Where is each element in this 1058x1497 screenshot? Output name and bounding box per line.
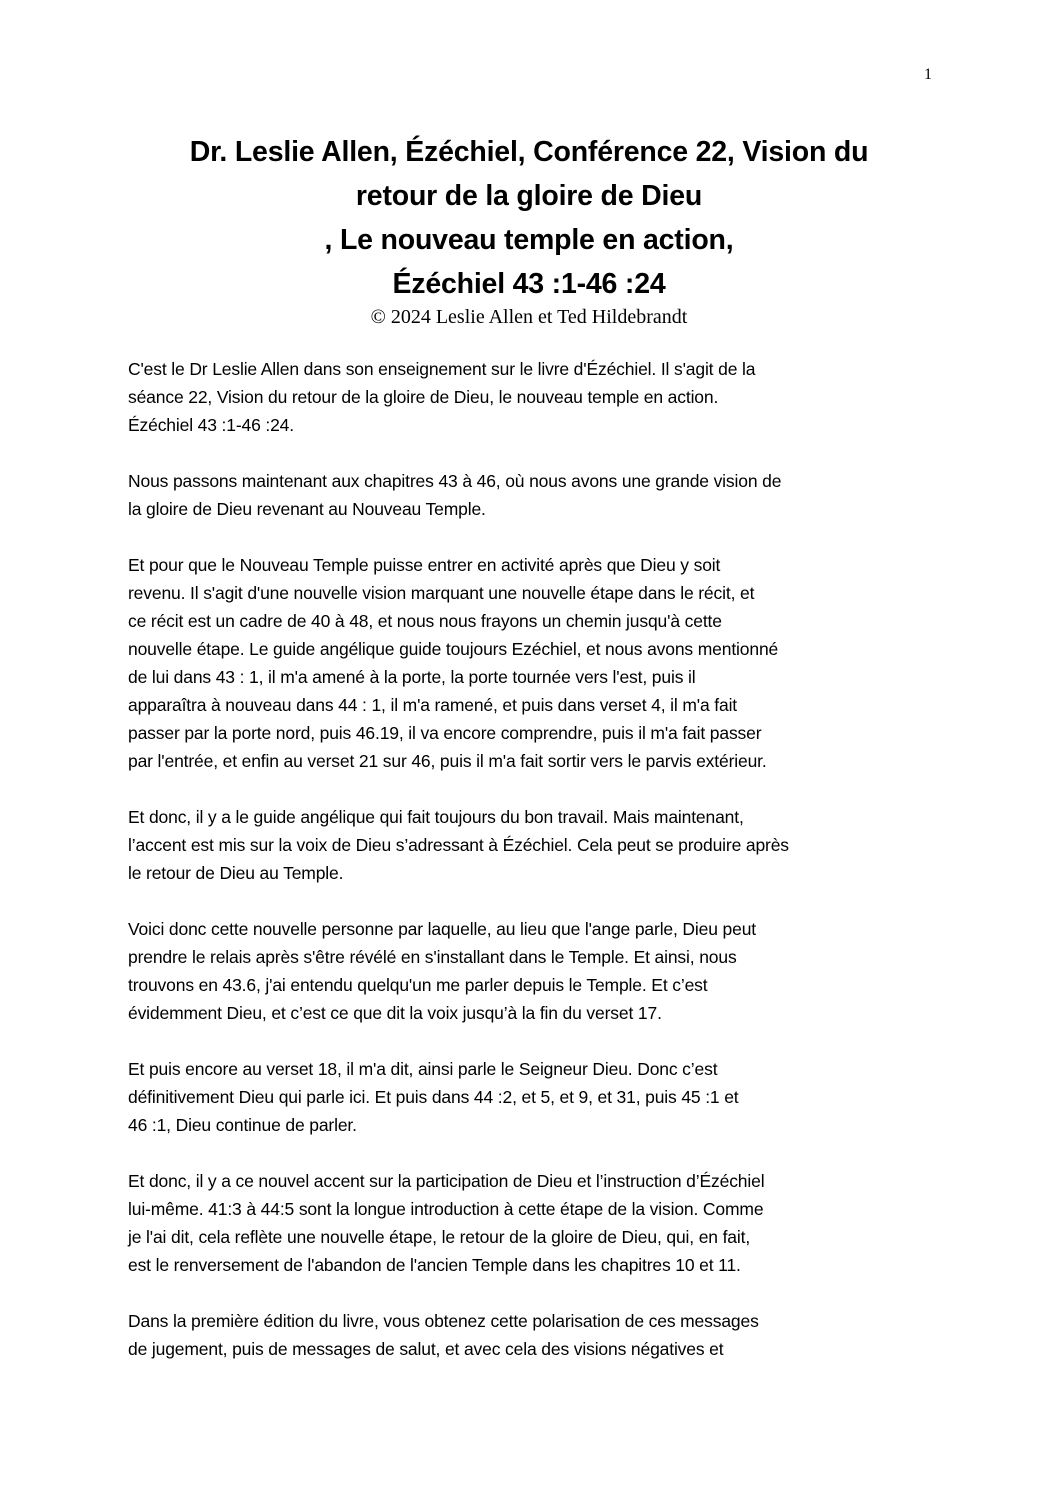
title-line: Dr. Leslie Allen, Ézéchiel, Conférence 22, Vision du — [189, 136, 869, 168]
paragraph-line: apparaîtra à nouveau dans 44 : 1, il m'a ramené, et puis dans verset 4, il m'a fait — [128, 695, 738, 715]
paragraph-line: nouvelle étape. Le guide angélique guide toujours Ezéchiel, et nous avons mentionné — [128, 639, 779, 659]
paragraph — [128, 915, 948, 1027]
paragraph-line: Dans la première édition du livre, vous obtenez cette polarisation de ces messages — [128, 1311, 759, 1331]
title-line: , Le nouveau temple en action, — [324, 224, 734, 256]
paragraph — [128, 803, 948, 887]
paragraph — [128, 551, 948, 775]
paragraph-line: l’accent est mis sur la voix de Dieu s’adressant à Ézéchiel. Cela peut se produire après — [128, 835, 789, 855]
paragraph — [128, 1307, 948, 1363]
paragraph-line: Et pour que le Nouveau Temple puisse entrer en activité après que Dieu y soit — [128, 555, 721, 575]
paragraph-line: Et puis encore au verset 18, il m'a dit, ainsi parle le Seigneur Dieu. Donc c’est — [128, 1059, 718, 1079]
paragraph-line: Ézéchiel 43 :1-46 :24. — [128, 415, 294, 435]
title-line: retour de la gloire de Dieu — [355, 180, 703, 212]
paragraph — [128, 1167, 948, 1279]
paragraph-line: Et donc, il y a le guide angélique qui fait toujours du bon travail. Mais maintenant, — [128, 807, 744, 827]
paragraph — [128, 1055, 948, 1139]
paragraph-line: Et donc, il y a ce nouvel accent sur la participation de Dieu et l’instruction d’Ézéchiel — [128, 1171, 765, 1191]
paragraph-line: 46 :1, Dieu continue de parler. — [128, 1115, 357, 1135]
page-number: 1 — [924, 66, 932, 83]
paragraph-line: prendre le relais après s'être révélé en s'installant dans le Temple. Et ainsi, nous — [128, 947, 737, 967]
paragraph-line: trouvons en 43.6, j'ai entendu quelqu'un me parler depuis le Temple. Et c’est — [128, 975, 708, 995]
body-text — [128, 355, 948, 1391]
document-title — [100, 130, 958, 330]
title-line: Ézéchiel 43 :1-46 :24 — [392, 268, 666, 300]
paragraph-line: de lui dans 43 : 1, il m'a amené à la porte, la porte tournée vers l'est, puis il — [128, 667, 696, 687]
paragraph-line: le retour de Dieu au Temple. — [128, 863, 344, 883]
paragraph-line: la gloire de Dieu revenant au Nouveau Temple. — [128, 499, 486, 519]
paragraph-line: séance 22, Vision du retour de la gloire de Dieu, le nouveau temple en action. — [128, 387, 719, 407]
paragraph — [128, 355, 948, 439]
paragraph-line: je l'ai dit, cela reflète une nouvelle étape, le retour de la gloire de Dieu, qui, en fait, — [128, 1227, 751, 1247]
paragraph — [128, 467, 948, 523]
paragraph-line: évidemment Dieu, et c’est ce que dit la voix jusqu’à la fin du verset 17. — [128, 1003, 662, 1023]
paragraph-line: Nous passons maintenant aux chapitres 43 à 46, où nous avons une grande vision de — [128, 471, 782, 491]
paragraph-line: revenu. Il s'agit d'une nouvelle vision marquant une nouvelle étape dans le récit, et — [128, 583, 755, 603]
paragraph-line: Voici donc cette nouvelle personne par laquelle, au lieu que l'ange parle, Dieu peut — [128, 919, 756, 939]
paragraph-line: lui-même. 41:3 à 44:5 sont la longue introduction à cette étape de la vision. Comme — [128, 1199, 764, 1219]
copyright-notice: © 2024 Leslie Allen et Ted Hildebrandt — [370, 306, 688, 328]
paragraph-line: C'est le Dr Leslie Allen dans son enseignement sur le livre d'Ézéchiel. Il s'agit de la — [128, 359, 756, 379]
paragraph-line: par l'entrée, et enfin au verset 21 sur 46, puis il m'a fait sortir vers le parvis extérieur. — [128, 751, 767, 771]
paragraph-line: est le renversement de l'abandon de l'ancien Temple dans les chapitres 10 et 11. — [128, 1255, 741, 1275]
paragraph-line: ce récit est un cadre de 40 à 48, et nous nous frayons un chemin jusqu'à cette — [128, 611, 722, 631]
paragraph-line: de jugement, puis de messages de salut, et avec cela des visions négatives et — [128, 1339, 724, 1359]
paragraph-line: passer par la porte nord, puis 46.19, il va encore comprendre, puis il m'a fait passer — [128, 723, 762, 743]
paragraph-line: définitivement Dieu qui parle ici. Et puis dans 44 :2, et 5, et 9, et 31, puis 45 :1 et — [128, 1087, 739, 1107]
